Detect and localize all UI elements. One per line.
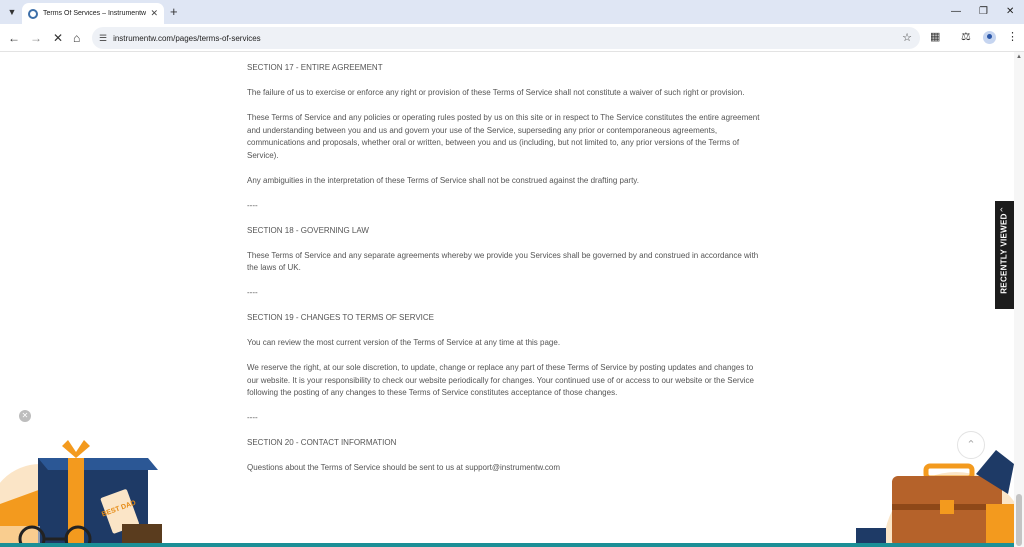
section-heading: SECTION 18 - GOVERNING LAW <box>247 225 369 235</box>
flask-icon[interactable]: ⚖ <box>961 31 971 43</box>
section-heading: SECTION 20 - CONTACT INFORMATION <box>247 438 397 448</box>
section-heading: SECTION 17 - ENTIRE AGREEMENT <box>247 63 383 72</box>
avatar[interactable] <box>983 31 996 44</box>
gift-decoration <box>0 436 170 547</box>
recently-viewed-label: RECENTLY VIEWED <box>999 213 1009 294</box>
browser-toolbar <box>0 24 1024 52</box>
restore-icon[interactable]: ❐ <box>979 6 988 17</box>
url-text: instrumentw.com/pages/terms-of-services <box>113 33 261 43</box>
site-favicon-icon <box>28 9 38 19</box>
address-bar[interactable] <box>92 27 920 49</box>
tab-terms-of-services[interactable] <box>22 3 164 24</box>
section-paragraph: We reserve the right, at our sole discretion, to update, change or replace any part of these Terms of Service by posting updates and changes to our website. It is your responsibility to check our website periodically for changes. Your continued use of or access to our website or the Service following the posting of any changes to these Terms of Service constitutes acceptance of those changes. <box>247 363 754 398</box>
back-arrow-icon[interactable]: ← <box>8 31 20 45</box>
section-paragraph: Any ambiguities in the interpretation of these Terms of Service shall not be construed against the drafting party. <box>247 175 639 185</box>
tab-list-dropdown-icon[interactable]: ▼ <box>7 7 17 17</box>
close-icon[interactable]: ✕ <box>19 410 31 422</box>
footer-accent-bar <box>0 543 1014 547</box>
new-tab-button[interactable]: + <box>170 4 178 19</box>
tab-title: Terms Of Services – Instrumentw <box>43 10 147 17</box>
section-divider: ---- <box>247 413 258 423</box>
section-divider: ---- <box>247 200 258 210</box>
section-divider: ---- <box>247 288 258 298</box>
close-icon[interactable]: ✕ <box>53 31 64 45</box>
section-paragraph: Questions about the Terms of Service should be sent to us at support@instrumentw.com <box>247 463 561 473</box>
tab-bar <box>0 0 1024 24</box>
site-info-icon[interactable]: ☰ <box>99 32 108 43</box>
scroll-to-top-button[interactable]: ⌃ <box>957 431 985 459</box>
briefcase-decoration <box>846 444 1014 547</box>
window-close-icon[interactable]: ✕ <box>1006 6 1015 17</box>
scroll-up-icon[interactable]: ▲ <box>1016 54 1022 60</box>
section-paragraph: These Terms of Service and any policies or operating rules posted by us on this site or in respect to The Service constitutes the entire agreement and understanding between you and us and govern your use of the Service, superseding any prior or contemporaneous agreements, communications and proposals, whether oral or written, between you and us (including, but not limited to, any prior versions of the Terms of Service). <box>247 112 760 160</box>
home-icon[interactable]: ⌂ <box>73 31 81 45</box>
chevron-left-icon: ‹ <box>1000 204 1003 214</box>
section-paragraph: The failure of us to exercise or enforce any right or provision of these Terms of Service shall not constitute a waiver of such right or provision. <box>247 87 745 97</box>
section-paragraph: These Terms of Service and any separate agreements whereby we provide you Services shall be governed by and construed in accordance with the laws of UK. <box>247 250 759 273</box>
tab-close-icon[interactable]: ✕ <box>150 8 158 18</box>
forward-arrow-icon[interactable]: → <box>30 31 42 45</box>
section-paragraph: You can review the most current version of the Terms of Service at any time at this page. <box>247 338 561 348</box>
kebab-menu-icon[interactable]: ⋮ <box>1007 31 1018 43</box>
recently-viewed-tab[interactable] <box>995 201 1014 309</box>
best-dad-badge: BEST DAD <box>100 499 137 519</box>
star-icon[interactable]: ☆ <box>902 32 912 44</box>
terms-content <box>247 62 762 487</box>
page-scrollbar[interactable] <box>1014 52 1024 547</box>
minimize-icon[interactable]: — <box>951 6 961 17</box>
puzzle-icon[interactable]: ▦ <box>930 31 941 43</box>
scrollbar-thumb[interactable] <box>1016 494 1022 546</box>
section-heading: SECTION 19 - CHANGES TO TERMS OF SERVICE <box>247 313 435 323</box>
